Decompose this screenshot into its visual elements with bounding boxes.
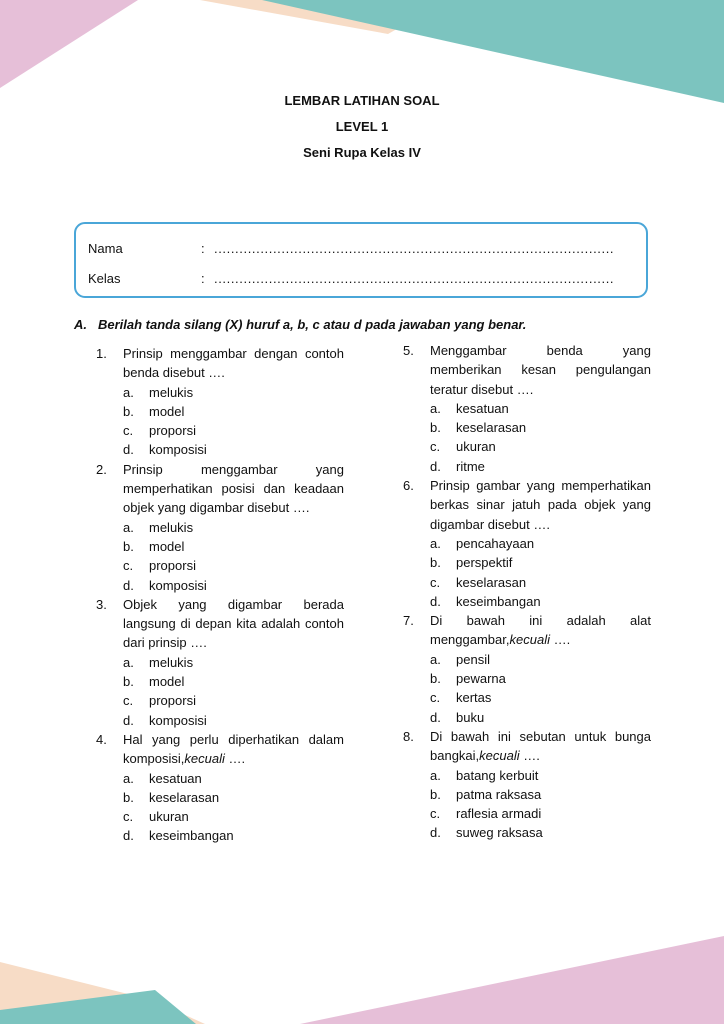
option-text: keseimbangan	[456, 593, 541, 609]
question-7-option-1[interactable]	[430, 650, 651, 669]
question-text-main: Prinsip gambar yang memperhatikan berkas sinar jatuh pada objek yang digambar disebut ….	[430, 478, 651, 532]
option-letter: c.	[123, 423, 134, 439]
option-text: raflesia armadi	[456, 806, 542, 822]
question-text	[123, 344, 344, 383]
question-text-main: Objek yang digambar berada langsung di depan kita adalah contoh dari prinsip ….	[123, 596, 344, 651]
answer-options	[123, 518, 344, 595]
option-text: pewarna	[456, 671, 506, 687]
option-letter: a.	[123, 770, 134, 786]
question-number: 3.	[96, 596, 107, 612]
option-text: perspektif	[456, 555, 513, 571]
worksheet-level: LEVEL 1	[335, 119, 389, 134]
question-3-option-2[interactable]	[123, 672, 344, 691]
option-text: keselarasan	[456, 574, 527, 590]
question-3-option-1[interactable]	[123, 653, 344, 672]
option-text: proporsi	[149, 423, 196, 439]
option-text: ukuran	[149, 809, 189, 825]
option-text: komposisi	[149, 712, 207, 728]
worksheet-title: LEMBAR LATIHAN SOAL	[284, 93, 440, 108]
option-text: suweg raksasa	[456, 825, 543, 841]
question-number: 7.	[403, 613, 414, 629]
option-letter: d.	[123, 577, 134, 593]
question-5-option-4[interactable]	[430, 457, 651, 476]
option-text: komposisi	[149, 442, 207, 458]
question-text-main: Di bawah ini adalah alat menggambar,	[430, 613, 651, 648]
name-fill-line[interactable]: ...............................................................................................	[214, 241, 615, 256]
question-1-option-4[interactable]	[123, 440, 344, 459]
class-row[interactable]	[88, 271, 632, 287]
question-8-option-3[interactable]	[430, 804, 651, 823]
question-number: 8.	[403, 728, 414, 744]
question-2-option-3[interactable]	[123, 556, 344, 575]
question-number: 4.	[96, 731, 107, 747]
option-letter: c.	[430, 806, 441, 822]
question-8-option-2[interactable]	[430, 785, 651, 804]
question-7-option-2[interactable]	[430, 669, 651, 688]
question-text-after: ….	[224, 751, 246, 767]
answer-options	[430, 399, 651, 476]
question-4	[96, 730, 344, 846]
option-text: kesatuan	[456, 400, 509, 416]
option-letter: b.	[123, 538, 134, 554]
question-text-main: Prinsip menggambar dengan contoh benda disebut ….	[123, 346, 344, 381]
name-row[interactable]	[88, 241, 632, 257]
question-5-option-1[interactable]	[430, 399, 651, 418]
option-text: proporsi	[149, 558, 196, 574]
class-fill-line[interactable]: ...............................................................................................	[214, 271, 615, 286]
question-6-option-3[interactable]	[430, 573, 651, 592]
option-letter: c.	[123, 558, 134, 574]
question-2	[96, 460, 344, 595]
question-text-after: ….	[549, 632, 571, 648]
option-letter: b.	[123, 674, 134, 690]
option-letter: b.	[430, 420, 441, 436]
option-letter: b.	[430, 555, 441, 571]
question-text-italic: kecuali	[509, 632, 550, 648]
question-6	[403, 476, 651, 611]
option-text: komposisi	[149, 577, 207, 593]
question-7-option-3[interactable]	[430, 688, 651, 707]
question-text-main: Di bawah ini sebutan untuk bunga bangkai,	[430, 728, 651, 764]
question-1	[96, 344, 344, 460]
option-letter: a.	[430, 400, 441, 416]
option-text: kertas	[456, 690, 492, 706]
option-letter: c.	[430, 439, 441, 455]
question-8-option-1[interactable]	[430, 766, 651, 785]
class-label: Kelas	[88, 271, 121, 286]
question-5-option-3[interactable]	[430, 437, 651, 456]
question-8-option-4[interactable]	[430, 823, 651, 842]
student-identity-box	[74, 222, 648, 298]
name-label: Nama	[88, 241, 123, 256]
question-text-italic: kecuali	[479, 748, 520, 764]
option-letter: d.	[430, 709, 441, 725]
option-text: ritme	[456, 458, 485, 474]
question-text	[430, 341, 651, 399]
question-5-option-2[interactable]	[430, 418, 651, 437]
question-3	[96, 595, 344, 730]
question-4-option-4[interactable]	[123, 826, 344, 845]
option-letter: d.	[123, 712, 134, 728]
option-text: model	[149, 674, 185, 690]
option-text: keselarasan	[149, 789, 220, 805]
option-text: model	[149, 403, 185, 419]
option-letter: d.	[430, 458, 441, 474]
option-text: buku	[456, 709, 485, 725]
question-7	[403, 611, 651, 727]
question-6-option-4[interactable]	[430, 592, 651, 611]
question-2-option-4[interactable]	[123, 576, 344, 595]
option-letter: b.	[123, 789, 134, 805]
question-6-option-2[interactable]	[430, 553, 651, 572]
option-letter: c.	[123, 809, 134, 825]
option-text: melukis	[149, 384, 194, 400]
question-text	[123, 460, 344, 518]
question-2-option-1[interactable]	[123, 518, 344, 537]
question-3-option-4[interactable]	[123, 711, 344, 730]
answer-options	[430, 534, 651, 611]
option-letter: c.	[123, 693, 134, 709]
questions-right-column	[403, 341, 651, 843]
option-letter: d.	[123, 442, 134, 458]
answer-options	[123, 383, 344, 460]
answer-options	[123, 769, 344, 846]
question-8	[403, 727, 651, 843]
question-text	[123, 730, 344, 769]
option-letter: b.	[123, 403, 134, 419]
name-colon: :	[201, 241, 205, 256]
question-number: 6.	[403, 478, 414, 494]
option-text: pensil	[456, 651, 490, 667]
section-letter: A.	[74, 317, 87, 332]
option-text: melukis	[149, 519, 194, 535]
answer-options	[430, 650, 651, 727]
question-6-option-1[interactable]	[430, 534, 651, 553]
answer-options	[123, 653, 344, 730]
option-letter: d.	[123, 828, 134, 844]
question-number: 5.	[403, 343, 414, 358]
title-block	[0, 94, 724, 172]
option-text: ukuran	[456, 439, 496, 455]
option-letter: a.	[123, 519, 134, 535]
option-text: kesatuan	[149, 770, 202, 786]
questions-left-column	[96, 344, 344, 846]
question-7-option-4[interactable]	[430, 708, 651, 727]
question-5	[403, 341, 651, 476]
option-letter: d.	[430, 825, 441, 841]
class-colon: :	[201, 271, 205, 286]
option-letter: a.	[123, 384, 134, 400]
worksheet-subject: Seni Rupa Kelas IV	[303, 145, 421, 160]
option-letter: d.	[430, 593, 441, 609]
option-letter: c.	[430, 690, 441, 706]
question-text	[123, 595, 344, 653]
question-text	[430, 611, 651, 650]
question-3-option-3[interactable]	[123, 691, 344, 710]
option-text: keselarasan	[456, 420, 527, 436]
question-text-after: ….	[519, 748, 540, 764]
question-text-italic: kecuali	[184, 751, 225, 767]
question-number: 2.	[96, 461, 107, 477]
option-letter: b.	[430, 671, 441, 687]
question-text-main: Prinsip menggambar yang memperhatikan posisi dan keadaan objek yang digambar disebut ….	[123, 461, 344, 516]
question-text-main: Hal yang perlu diperhatikan dalam komposisi,	[123, 731, 344, 767]
option-letter: a.	[430, 767, 441, 783]
question-1-option-3[interactable]	[123, 421, 344, 440]
option-text: model	[149, 538, 185, 554]
option-text: batang kerbuit	[456, 767, 539, 783]
question-1-option-2[interactable]	[123, 402, 344, 421]
option-letter: a.	[430, 651, 441, 667]
option-text: keseimbangan	[149, 828, 234, 844]
option-letter: a.	[430, 535, 441, 551]
question-2-option-2[interactable]	[123, 537, 344, 556]
option-text: pencahayaan	[456, 535, 535, 551]
question-4-option-2[interactable]	[123, 788, 344, 807]
answer-options	[430, 766, 651, 843]
option-text: melukis	[149, 654, 194, 670]
question-4-option-1[interactable]	[123, 769, 344, 788]
instruction-text: Berilah tanda silang (X) huruf a, b, c atau d pada jawaban yang benar.	[98, 317, 527, 332]
option-text: patma raksasa	[456, 786, 542, 802]
section-instruction	[74, 317, 674, 332]
question-1-option-1[interactable]	[123, 383, 344, 402]
question-number: 1.	[96, 346, 107, 361]
question-text	[430, 727, 651, 766]
option-letter: c.	[430, 574, 441, 590]
question-4-option-3[interactable]	[123, 807, 344, 826]
option-letter: b.	[430, 786, 441, 802]
option-letter: a.	[123, 654, 134, 670]
question-text-main: Menggambar benda yang memberikan kesan pengulangan teratur disebut ….	[430, 343, 651, 397]
option-text: proporsi	[149, 693, 196, 709]
question-text	[430, 476, 651, 534]
